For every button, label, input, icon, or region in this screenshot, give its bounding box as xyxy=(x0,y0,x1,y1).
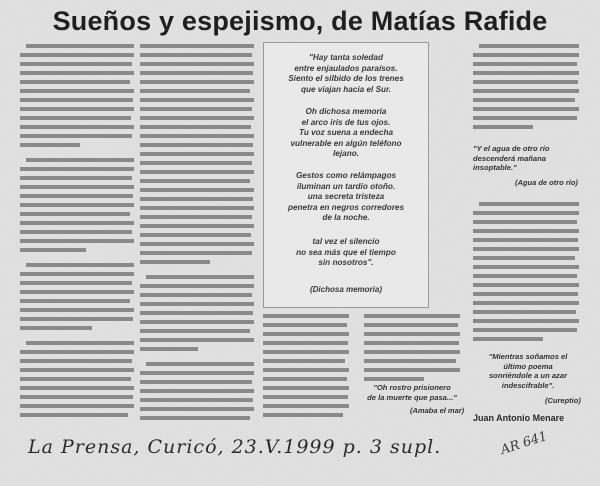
poem-source: (Dichosa memoria) xyxy=(309,285,383,294)
handwritten-catalog-number: AR 641 xyxy=(498,428,550,459)
poem-box xyxy=(263,42,429,308)
poem-line: de la noche. xyxy=(322,213,370,222)
article-column-5 xyxy=(473,42,583,134)
article-column-2 xyxy=(140,42,260,424)
quote-line: último poema xyxy=(503,361,553,371)
article-column-6 xyxy=(473,200,583,346)
poem-line: sin nosotros". xyxy=(318,258,374,267)
poem-line: Gestos como relámpagos xyxy=(295,171,397,180)
quote-line: "Oh rostro prisionero xyxy=(373,383,451,392)
column-5-text-top xyxy=(473,42,583,134)
poem-line: tal vez el silencio xyxy=(312,237,380,246)
quote-line: "Mientras soñamos el xyxy=(488,352,568,361)
column-2-text xyxy=(140,42,260,424)
column-1-text xyxy=(20,42,140,424)
author-byline: Juan Antonio Menare xyxy=(473,413,565,423)
poem-line: que viajan hacia el Sur. xyxy=(300,84,392,94)
article-column-3 xyxy=(263,312,353,424)
article-column-1 xyxy=(20,42,140,424)
article-column-4 xyxy=(364,312,464,382)
poem-line: entre enjaulados paraísos. xyxy=(294,63,398,73)
poem-line: el arco iris de tus ojos. xyxy=(301,117,391,127)
quote-line: de la muerte que pasa..." xyxy=(367,392,457,402)
column-4-text xyxy=(364,312,464,382)
right-pull-quote-2 xyxy=(473,352,583,390)
poem-line: "Hay tanta soledad xyxy=(309,53,383,62)
center-pull-quote xyxy=(364,383,460,402)
quote-line: descenderá mañana xyxy=(473,153,547,163)
quote-line: indescifrable". xyxy=(501,380,555,390)
poem-line: una secreta tristeza xyxy=(307,192,385,201)
poem-line: vulnerable en algún teléfono xyxy=(290,138,402,148)
quote-line: sonriéndole a un azar xyxy=(488,371,568,381)
poem-line: Siento el silbido de los trenes xyxy=(288,74,404,83)
poem-line: lejano. xyxy=(333,149,359,158)
column-5-text-bottom xyxy=(473,200,583,346)
poem-line: iluminan un tardío otoño. xyxy=(296,181,396,191)
poem-line: no sea más que el tiempo xyxy=(296,247,396,257)
quote-line: "Y el agua de otro río xyxy=(473,144,550,153)
poem-stanza xyxy=(264,107,428,160)
article-headline: Sueños y espejismo, de Matías Rafide xyxy=(52,6,548,36)
poem-line: Tu voz suena a endecha xyxy=(298,128,394,137)
poem-line: penetra en negros corredores xyxy=(287,202,405,212)
poem-stanza xyxy=(264,237,428,269)
handwritten-source-note: La Prensa, Curicó, 23.V.1999 p. 3 supl. xyxy=(28,436,442,458)
poem-stanza xyxy=(264,53,428,95)
right-pull-quote-1 xyxy=(473,144,583,173)
column-3-text xyxy=(263,312,353,424)
poem-stanza xyxy=(264,171,428,224)
poem-line: Oh dichosa memoria xyxy=(305,107,387,116)
center-quote-source: (Amaba el mar) xyxy=(410,406,465,415)
right-quote-1-source: (Agua de otro río) xyxy=(515,178,578,187)
right-quote-2-source: (Cureptio) xyxy=(545,396,581,405)
quote-line: insoptable." xyxy=(473,163,517,173)
